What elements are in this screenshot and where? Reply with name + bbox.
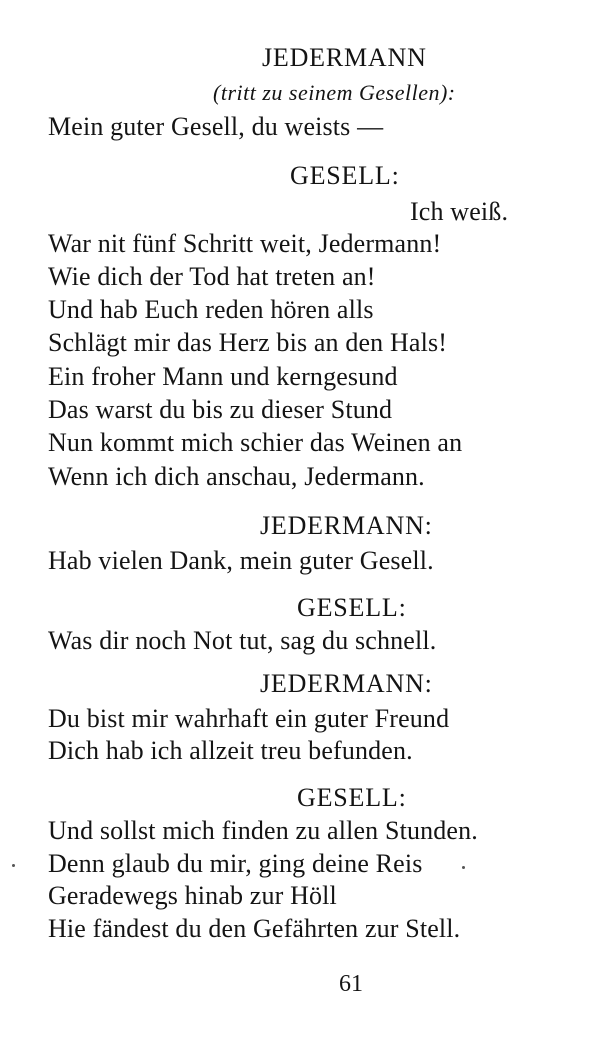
- verse-line: Dich hab ich allzeit treu befunden.: [48, 736, 413, 765]
- page-number: 61: [339, 971, 363, 997]
- print-speck: [12, 864, 15, 867]
- verse-line: Wenn ich dich anschau, Jedermann.: [48, 462, 425, 491]
- verse-line: Hie fändest du den Gefährten zur Stell.: [48, 914, 461, 943]
- verse-line: Schlägt mir das Herz bis an den Hals!: [48, 328, 448, 357]
- verse-line: Nun kommt mich schier das Weinen an: [48, 428, 463, 457]
- speaker-heading-jedermann: JEDERMANN:: [260, 669, 433, 698]
- verse-line: Was dir noch Not tut, sag du schnell.: [48, 626, 437, 655]
- verse-line: Ich weiß.: [410, 197, 509, 226]
- verse-line: Geradewegs hinab zur Höll: [48, 881, 337, 910]
- speaker-heading-gesell: GESELL:: [297, 593, 407, 622]
- verse-line: Wie dich der Tod hat treten an!: [48, 262, 376, 291]
- stage-direction: (tritt zu seinem Gesellen):: [213, 80, 456, 105]
- verse-line: Hab vielen Dank, mein guter Gesell.: [48, 546, 434, 575]
- speaker-heading-jedermann: JEDERMANN:: [260, 511, 433, 540]
- verse-line: Und hab Euch reden hören alls: [48, 295, 374, 324]
- speaker-heading-jedermann: JEDERMANN: [262, 43, 427, 72]
- speaker-heading-gesell: GESELL:: [297, 783, 407, 812]
- verse-line: Und sollst mich finden zu allen Stunden.: [48, 816, 478, 845]
- print-speck: [462, 866, 465, 869]
- speaker-heading-gesell: GESELL:: [290, 161, 400, 190]
- verse-line: Denn glaub du mir, ging deine Reis: [48, 849, 423, 878]
- verse-line: Das warst du bis zu dieser Stund: [48, 395, 393, 424]
- verse-line: War nit fünf Schritt weit, Jedermann!: [48, 229, 442, 258]
- verse-line: Mein guter Gesell, du weists —: [48, 112, 384, 141]
- verse-line: Du bist mir wahrhaft ein guter Freund: [48, 704, 450, 733]
- verse-line: Ein froher Mann und kerngesund: [48, 362, 398, 391]
